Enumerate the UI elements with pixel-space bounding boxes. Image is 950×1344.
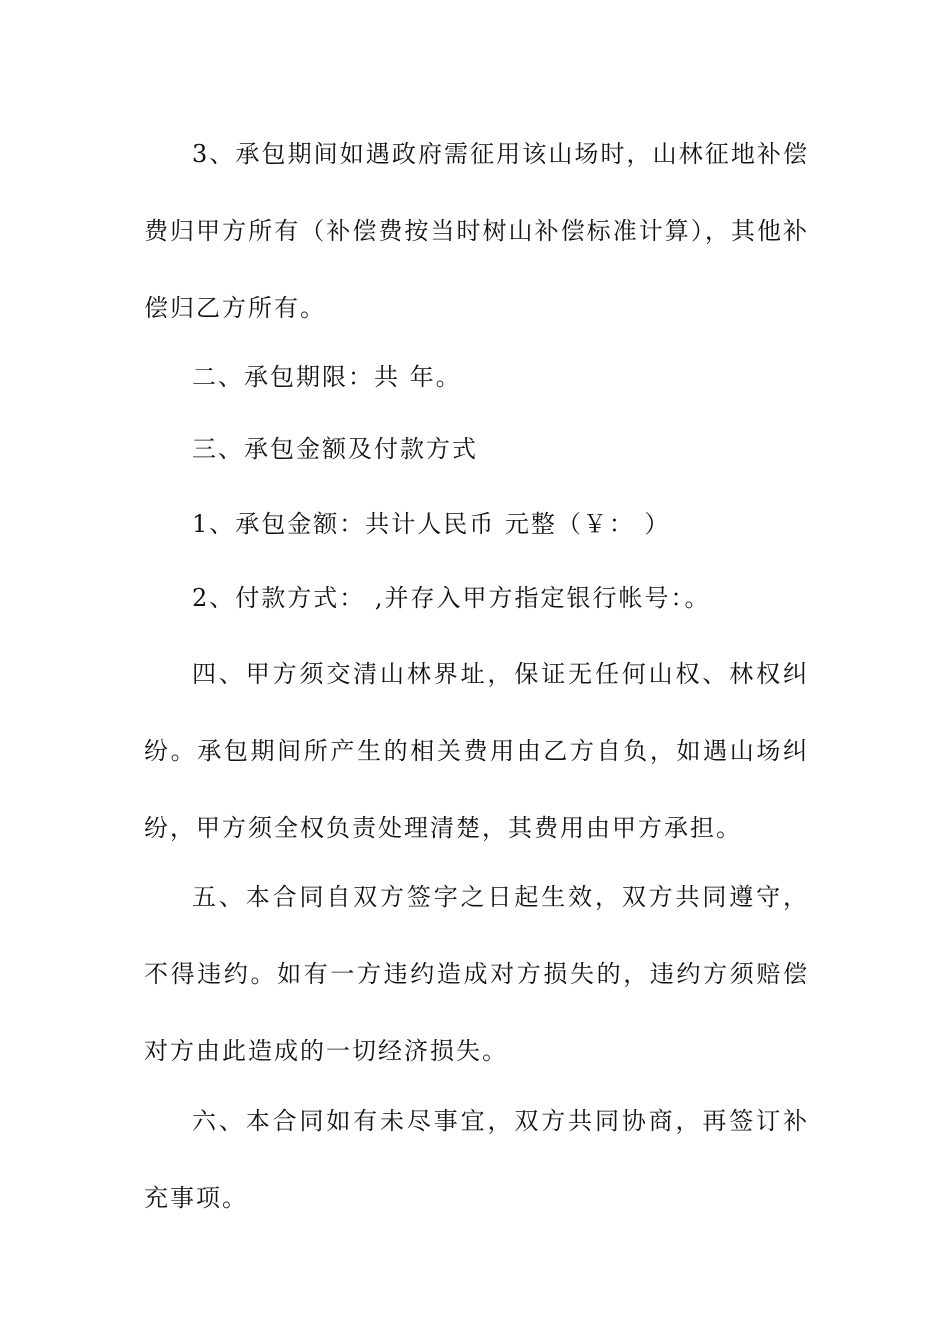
paragraph-effectiveness-clause: 五、本合同自双方签字之日起生效，双方共同遵守，不得违约。如有一方违约造成对方损失的，违约方须赔偿对方由此造成的一切经济损失。 — [144, 883, 809, 1065]
paragraph-contract-amount: 1、承包金额：共计人民币 元整（￥： ） — [192, 510, 671, 538]
paragraph-payment-heading: 三、承包金额及付款方式 — [192, 435, 478, 463]
paragraph-boundary-clause: 四、甲方须交清山林界址，保证无任何山权、林权纠纷。承包期间所产生的相关费用由乙方自负，如遇山场纠纷，甲方须全权负责处理清楚，其费用由甲方承担。 — [144, 660, 809, 842]
paragraph-contract-term: 二、承包期限：共 年。 — [192, 363, 462, 391]
paragraph-compensation-clause: 3、承包期间如遇政府需征用该山场时，山林征地补偿费归甲方所有（补偿费按当时树山补偿标准计算），其他补偿归乙方所有。 — [144, 140, 809, 322]
paragraph-supplementary-clause: 六、本合同如有未尽事宜，双方共同协商，再签订补充事项。 — [144, 1107, 809, 1212]
paragraph-payment-method: 2、付款方式： ,并存入甲方指定银行帐号：。 — [192, 584, 711, 612]
